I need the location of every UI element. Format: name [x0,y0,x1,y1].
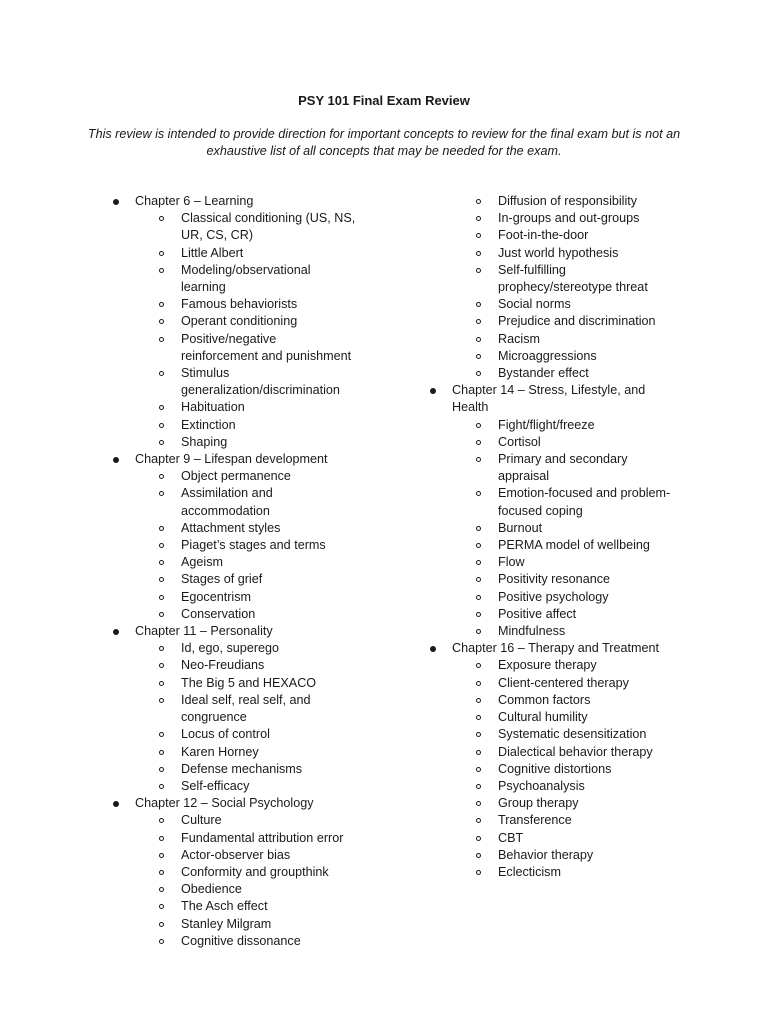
topic-item [427,210,678,227]
topic-text: Group therapy [498,796,579,811]
topic-text: Little Albert [181,245,244,260]
topic-item [110,657,356,674]
topic-item [427,864,678,881]
topic-item [110,675,356,692]
topic-item [427,434,678,451]
topic-item [427,623,678,640]
intro-paragraph: This review is intended to provide direction for important concepts to review for the final exam but is not an exhaustive list of all concepts that may be needed for the exam. [87,127,681,159]
topic-text: Behavior therapy [498,847,594,862]
topic-text: Id, ego, superego [181,641,280,656]
topic-text: Actor-observer bias [181,847,291,862]
topic-item [427,451,678,485]
hollow-bullet-icon [476,457,481,462]
hollow-bullet-icon [159,423,164,428]
topic-text: Cognitive dissonance [181,933,301,948]
topic-text: Extinction [181,417,236,432]
hollow-bullet-icon [476,784,481,789]
topic-text: Karen Horney [181,744,259,759]
topic-item [427,245,678,262]
topic-text: Stimulus generalization/discrimination [181,366,340,398]
topic-item [427,726,678,743]
topic-item [110,881,356,898]
topic-text: The Big 5 and HEXACO [181,675,317,690]
topic-text: In-groups and out-groups [498,211,640,226]
topic-text: Psychoanalysis [498,778,585,793]
topic-text: Burnout [498,520,543,535]
hollow-bullet-icon [476,663,481,668]
filled-bullet-icon [430,388,436,394]
hollow-bullet-icon [476,750,481,755]
topic-text: Stanley Milgram [181,916,272,931]
hollow-bullet-icon [476,491,481,496]
topic-item [110,898,356,915]
topic-list [110,468,390,623]
hollow-bullet-icon [476,612,481,617]
topic-text: Cultural humility [498,710,588,725]
topic-text: Positivity resonance [498,572,610,587]
topic-text: Fundamental attribution error [181,830,344,845]
hollow-bullet-icon [159,818,164,823]
topic-item [427,606,678,623]
filled-bullet-icon [113,199,119,205]
hollow-bullet-icon [476,268,481,273]
topic-item [110,744,356,761]
chapter-heading-text: Chapter 9 – Lifespan development [135,452,328,467]
hollow-bullet-icon [476,440,481,445]
topic-item [110,847,356,864]
topic-text: Mindfulness [498,624,566,639]
hollow-bullet-icon [476,732,481,737]
hollow-bullet-icon [159,784,164,789]
hollow-bullet-icon [159,268,164,273]
topic-text: Ideal self, real self, and congruence [181,692,311,725]
hollow-bullet-icon [476,199,481,204]
chapter-heading [427,382,687,416]
topic-text: Conformity and groupthink [181,864,329,879]
chapter-14-section [427,382,687,640]
hollow-bullet-icon [159,887,164,892]
topic-text: Diffusion of responsibility [498,194,638,208]
topic-item [427,657,678,674]
chapter-heading [110,623,390,640]
chapter-heading-text: Chapter 16 – Therapy and Treatment [452,641,659,656]
topic-text: Stages of grief [181,572,263,587]
topic-item [427,554,678,571]
topic-text: Culture [181,813,222,828]
topic-item [427,296,678,313]
hollow-bullet-icon [159,612,164,617]
hollow-bullet-icon [159,337,164,342]
hollow-bullet-icon [476,319,481,324]
topic-text: Object permanence [181,469,291,484]
topic-text: Neo-Freudians [181,658,265,673]
topic-text: Assimilation and accommodation [181,486,273,518]
topic-item [427,485,678,519]
topic-item [110,571,356,588]
hollow-bullet-icon [159,371,164,376]
topic-item [110,933,356,950]
filled-bullet-icon [113,801,119,807]
chapter-16-section [427,640,687,881]
topic-text: Positive affect [498,606,577,621]
hollow-bullet-icon [476,681,481,686]
topic-text: Dialectical behavior therapy [498,744,653,759]
hollow-bullet-icon [159,216,164,221]
hollow-bullet-icon [476,251,481,256]
topic-list [110,812,390,950]
chapter-heading-text: Chapter 14 – Stress, Lifestyle, and Health [452,383,646,415]
topic-item [427,847,678,864]
hollow-bullet-icon [159,750,164,755]
topic-item [427,331,678,348]
chapter-9-section [110,451,390,623]
topic-text: Racism [498,331,540,346]
hollow-bullet-icon [159,698,164,703]
filled-bullet-icon [430,646,436,652]
hollow-bullet-icon [159,767,164,772]
page-title: PSY 101 Final Exam Review [298,93,470,108]
topic-text: CBT [498,830,524,845]
chapter-heading [110,193,390,210]
hollow-bullet-icon [159,922,164,927]
topic-text: Common factors [498,692,591,707]
topic-text: The Asch effect [181,899,268,914]
hollow-bullet-icon [159,904,164,909]
topic-item [110,331,356,365]
hollow-bullet-icon [476,698,481,703]
topic-item [427,365,678,382]
hollow-bullet-icon [476,560,481,565]
hollow-bullet-icon [476,354,481,359]
topic-item [427,709,678,726]
topic-item [110,262,356,296]
chapter-heading [110,795,390,812]
hollow-bullet-icon [159,491,164,496]
hollow-bullet-icon [476,337,481,342]
topic-item [110,554,356,571]
hollow-bullet-icon [476,543,481,548]
hollow-bullet-icon [476,526,481,531]
topic-item [427,675,678,692]
topic-item [110,365,356,399]
topic-item [427,520,678,537]
right-column [427,193,687,881]
hollow-bullet-icon [159,595,164,600]
chapter-heading-text: Chapter 11 – Personality [135,624,273,639]
topic-item [427,262,678,296]
chapter-heading-text: Chapter 6 – Learning [135,194,254,208]
topic-list [427,657,687,881]
hollow-bullet-icon [476,629,481,634]
topic-item [427,812,678,829]
topic-item [427,589,678,606]
hollow-bullet-icon [159,251,164,256]
topic-item [110,830,356,847]
hollow-bullet-icon [159,543,164,548]
topic-item [110,537,356,554]
topic-item [110,245,356,262]
hollow-bullet-icon [476,870,481,875]
hollow-bullet-icon [159,939,164,944]
topic-item [427,227,678,244]
hollow-bullet-icon [476,853,481,858]
filled-bullet-icon [113,629,119,635]
chapter-heading-text: Chapter 12 – Social Psychology [135,796,314,811]
topic-text: PERMA model of wellbeing [498,538,650,553]
hollow-bullet-icon [159,474,164,479]
topic-list [427,417,687,641]
topic-text: Habituation [181,400,245,415]
topic-item [110,640,356,657]
topic-text: Microaggressions [498,348,597,363]
topic-text: Positive/negative reinforcement and punishment [181,331,352,363]
topic-text: Modeling/observational learning [181,262,311,295]
topic-text: Flow [498,555,525,570]
topic-item [110,812,356,829]
topic-text: Just world hypothesis [498,245,619,260]
hollow-bullet-icon [159,577,164,582]
filled-bullet-icon [113,457,119,463]
topic-item [427,692,678,709]
topic-text: Self-efficacy [181,778,250,793]
chapter-12-section [110,795,390,950]
topic-item [110,726,356,743]
topic-text: Emotion-focused and problem-focused coping [498,486,671,518]
topic-text: Self-fulfilling prophecy/stereotype threat [498,262,648,295]
hollow-bullet-icon [476,818,481,823]
topic-item [110,399,356,416]
hollow-bullet-icon [476,423,481,428]
hollow-bullet-icon [476,302,481,307]
topic-item [427,417,678,434]
hollow-bullet-icon [476,577,481,582]
topic-item [110,210,356,244]
topic-item [110,864,356,881]
topic-text: Operant conditioning [181,314,298,329]
topic-item [110,485,356,519]
hollow-bullet-icon [476,216,481,221]
topic-list [110,210,390,451]
topic-text: Defense mechanisms [181,761,303,776]
topic-text: Exposure therapy [498,658,597,673]
topic-text: Client-centered therapy [498,675,629,690]
topic-item [427,313,678,330]
topic-item [427,795,678,812]
topic-item [110,589,356,606]
topic-text: Eclecticism [498,864,561,879]
hollow-bullet-icon [476,836,481,841]
hollow-bullet-icon [476,595,481,600]
topic-item [110,417,356,434]
hollow-bullet-icon [159,853,164,858]
topic-text: Conservation [181,606,256,621]
topic-text: Systematic desensitization [498,727,647,742]
hollow-bullet-icon [159,681,164,686]
topic-list [427,193,687,382]
hollow-bullet-icon [159,440,164,445]
topic-list [110,640,390,795]
topic-text: Classical conditioning (US, NS, UR, CS, CR) [181,211,356,243]
hollow-bullet-icon [159,836,164,841]
topic-text: Social norms [498,297,571,312]
chapter-12-continued-section [427,193,687,382]
chapter-6-section [110,193,390,451]
topic-text: Transference [498,813,572,828]
hollow-bullet-icon [159,560,164,565]
hollow-bullet-icon [159,302,164,307]
topic-text: Obedience [181,882,242,897]
topic-item [427,348,678,365]
left-column [110,193,390,950]
topic-text: Cortisol [498,434,541,449]
hollow-bullet-icon [476,715,481,720]
topic-item [110,520,356,537]
topic-text: Primary and secondary appraisal [498,452,628,484]
topic-text: Egocentrism [181,589,251,604]
chapter-heading [110,451,390,468]
topic-text: Locus of control [181,727,270,742]
hollow-bullet-icon [159,405,164,410]
topic-item [427,537,678,554]
topic-item [110,606,356,623]
topic-text: Attachment styles [181,520,281,535]
topic-item [110,692,356,726]
hollow-bullet-icon [159,646,164,651]
topic-item [110,778,356,795]
hollow-bullet-icon [476,767,481,772]
topic-item [427,778,678,795]
hollow-bullet-icon [476,801,481,806]
topic-text: Prejudice and discrimination [498,314,656,329]
hollow-bullet-icon [159,526,164,531]
hollow-bullet-icon [159,732,164,737]
topic-text: Famous behaviorists [181,297,298,312]
topic-text: Fight/flight/freeze [498,417,595,432]
hollow-bullet-icon [159,870,164,875]
topic-text: Foot-in-the-door [498,228,589,243]
topic-item [427,761,678,778]
hollow-bullet-icon [159,663,164,668]
topic-item [110,761,356,778]
chapter-heading [427,640,687,657]
hollow-bullet-icon [159,319,164,324]
topic-item [110,468,356,485]
topic-item [427,193,678,210]
topic-text: Piaget’s stages and terms [181,538,326,553]
topic-text: Positive psychology [498,589,609,604]
topic-item [110,434,356,451]
topic-text: Cognitive distortions [498,761,612,776]
hollow-bullet-icon [476,371,481,376]
topic-item [427,744,678,761]
topic-text: Bystander effect [498,366,589,381]
topic-text: Shaping [181,434,228,449]
topic-item [427,571,678,588]
topic-item [427,830,678,847]
topic-item [110,313,356,330]
topic-text: Ageism [181,555,223,570]
hollow-bullet-icon [476,233,481,238]
topic-item [110,296,356,313]
chapter-11-section [110,623,390,795]
topic-item [110,916,356,933]
